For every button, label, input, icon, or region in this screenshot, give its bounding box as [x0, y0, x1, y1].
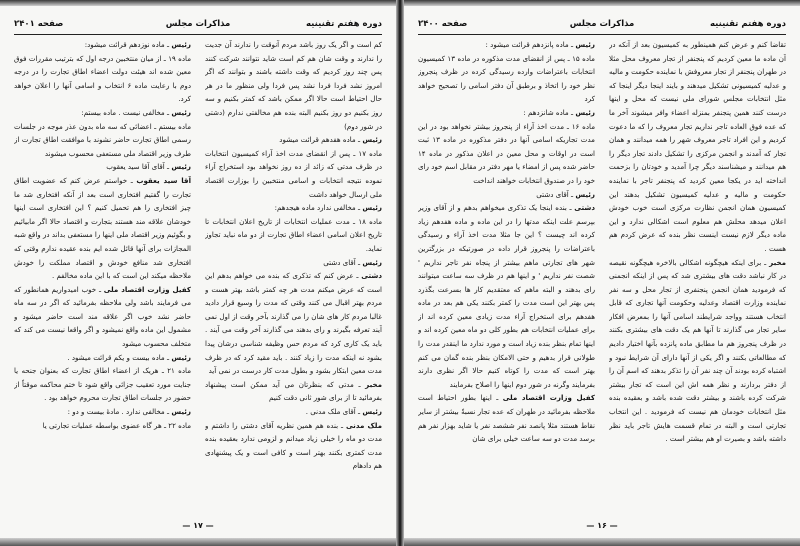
speech-text: آقای دشتی [536, 189, 569, 199]
right-page-col-left [418, 38, 595, 510]
speaker-name: رئیس [575, 189, 595, 199]
speech-text: مخالفی ندارد . مادهٔ بیست و دو : [67, 407, 165, 417]
speaker-paragraph: رئیس ـ آقای ملک مدنی . [305, 407, 382, 417]
left-page [0, 6, 396, 538]
speaker-name: رئیس [362, 135, 382, 145]
speech-text: خواستم عرض کنم که عضویت اطاق تجارت را گفتیم افتخاری است بعد از آنکه افتخاری شد ما چیز افتخاری را هم تحمیل کنیم ؟ این افتخاری است اینها خودشان علاقه مند هستند بتجارت و اقتصاد حالا اگر مابیائیم و بگوئیم وزیر اقتصاد ملی اینها را مستعفی بداند در واقع شبه المجازات برای آنها قائل شده ایم بنده عقیده ندارم وقتی که افتخاری شد منافع خودش و اقتصاد مملکت را خودش ملاحظه میکند این است که با این ماده مخالفم . [14, 175, 191, 281]
speech-text: عرض کنم که تذکری که بنده می خواهم بدهم این است که عرض میکنم مدت هر چه کمتر باشد بهتر هست و مردم بهتر اقبال می کنند وقتی که مدت را وسیع قرار دادید غالبا مردم کار های شان را می گذارند بآخر وقت از اول نمی آیند تعرفه بگیرند و رای بدهند می گذارند آخر وقت می آیند . باید یک کاری کرد که مردم حس وظیفه شناسی درشان پیدا بشود نه اینکه مدت را زیاد کنند . باید مقید کرد که در ظرف مدت معین ابتکار بشود و بطول مدت کار درست در نمی آید [205, 271, 382, 376]
page-folio: — ۱۶ — [586, 521, 618, 530]
running-title: مذاکرات مجلس [165, 19, 231, 29]
speech-text: ماده نوزدهم قرائت میشود: [84, 40, 165, 49]
speaker-paragraph: رئیس ـ مخالفی ندارد ماده هیجدهم: [274, 203, 382, 213]
running-title: مذاکرات مجلس [569, 19, 635, 29]
speaker-paragraph: رئیس ـ ماده پانزدهم قرائت میشود : [485, 40, 595, 49]
speaker-name: رئیس [362, 407, 382, 417]
page-folio: — ۱۷ — [182, 521, 214, 530]
speech-text: ماده هفدهم قرائت میشود [279, 135, 356, 145]
speech-text: ماده پانزدهم قرائت میشود : [485, 40, 569, 49]
page-number-label: صفحه ۲۴۰۰ [418, 19, 468, 29]
speech-text: آقای دشتی [323, 257, 356, 267]
speaker-name: رئیس [171, 40, 191, 49]
speaker-paragraph: دشتی ـ بنده اینجا یک تذکری میخواهم بدهم و از آقای وزیر بپرسم علت اینکه مدتها را در این ماده و ماده هفدهم زیاد کرده اند چیست ؟ این جا مثلا مدت اخذ آراء و رسیدگی باعتراضات را پنجروز قرار داده در صورتیکه در بزرگترین شهر های تجارتی ماهم بیشتر از پنجاه نفر تاجر نداریم ' شصت نفر نداریم ' و اینها هم در ظرف سه ساعت میتوانند رای بدهند و البته ماهم که معتقدیم کار ها بسرعت بگذرد پس بهتر این است مدت را کمتر بکنند یکی هم بعد در ماده هفدهم برای استخراج آراء مدت زیادی معین کرده اند از برای عملیات انتخابات هم بطور کلی دو ماه معین کرده اند و اینها تمام بنظر بنده زیاد است و مورد ندارد ما اینقدر مدت را طولانی قرار بدهیم و حتی الامکان بنظر بنده گمان می کنم بهتر است که مدت را کوتاه کنیم حالا اگر نظری دارند بفرمایند وگرنه در شور دوم اینها را اصلاح بفرمایند [418, 203, 595, 389]
speaker-paragraph: رئیس ـ ماده شانزدهم : [523, 107, 595, 117]
speaker-paragraph: مخبر ـ برای اینکه هیچگونه اشکالی بالاخره هیچگونه نقیصه در کار نباشد دقت های بیشتری شد که پس از اینکه انجمنی که فرمودید همان انجمن پنجنفری از تجار محل و سه نفر نماینده وزارت اقتصاد وعدلیه وحکومت آنها تجاری که قابل انتخاب هستند وواجد شرایطند اسامی آنها را بمعرض افکار سایر تجار می گذارند تا آنها هم یک دقت های بیشتری بکنند در ظرف پنجروز هم ما مطابق ماده پانزده بآنها اختیار دادیم که مطالعاتی بکنند و اگر یکی از آنها دارای آن شرایط نبود و اشتباه کرده بودند آن چند نفر آن را تذکر بدهند که اسم آن را از دفتر بردارند و نظر همه اش این است که تجار بیشتر شرکت کرده باشند و بیشتر دقت شده باشد و بعقیده بنده مثل انتخابات خودمان هم نیست که فرمودید . این انتخاب تجارتی است و البته در تمام قسمت هایش تاجر باید نظر داشته باشد و بصیرت او هم بیشتر است . [609, 257, 786, 444]
speaker-name: ملک مدنی [346, 420, 382, 430]
speaker-paragraph: رئیس ـ آقای آقا سید یعقوب [106, 162, 191, 172]
speaker-name: کفیل وزارت اقتصاد ملی [502, 393, 595, 403]
speaker-name: رئیس [575, 40, 595, 49]
speech-text: ماده بیست و یکم قرائت میشود . [67, 352, 165, 362]
speaker-name: آقا سید یعقوب [136, 175, 191, 185]
speech-text: آقای آقا سید یعقوب [106, 162, 165, 172]
speech-text: ماده شانزدهم : [523, 107, 569, 117]
session-label: دوره هفتم تقنینیه [710, 19, 786, 29]
speaker-paragraph: رئیس ـ آقای دشتی [536, 189, 595, 199]
speaker-name: رئیس [171, 407, 191, 417]
session-label: دوره هفتم تقنینیه [306, 19, 382, 29]
speaker-paragraph: رئیس ـ ماده نوزدهم قرائت میشود: [84, 40, 191, 49]
speech-text: مخالفی نیست . ماده بیستم: [81, 107, 165, 117]
body-paragraph: تقاضا کنم و عرض کنم همینطور به کمیسیون بعد از آنکه در آن ماده ما معین کردیم که پنجنفر از تجار معروف محل مثلا در طهران پنجنفر از تجار معروفش با نماینده حکومت و مالیه و عدلیه کمیسیونی تشکیل میدهند و بایند اینجا دیگر اینجا که مثل انتخابات مجلس شورای ملی نیست که محل و اینها درست کنند همین پنجنفر بمنزله اعضاء وافر میشوند آخر ما که عده فوق العاده تاجر نداریم تجار معروف را که ما دعوت کردیم و این افراد تاجر معروف شهر را همه میدانند و همان تجار که آمدند و انجمن مرکزی را تشکیل دادند تجار دیگر را هم میدانند و میشناسند دیگر چرا آمدید و خودتان را بزحمت انداخته اید در یکجا معین کردید که پنجنفر تاجر با نماینده حکومت و مالیه و عدلیه کمیسیون تشکیل بدهند این کمیسیون همان انجمن نظارت مرکزی است خوب خودش اعلان میدهد محلش هم معلوم است اشکالی ندارد و این ماده دیگر لازم نیست اینست نظر بنده که عرض کردم هم هست . [609, 40, 786, 253]
speech-text: اینها بطور احتیاط است ملاحظه بفرمائید در طهران که عده تجار نسبةً بیشتر از سایر نقاط هستند مثلا پانصد نفر ششصد نفر یا شاید بهزار نفر هم برسد مدت دو سه ساعت خیلی برای شان [418, 393, 595, 444]
speaker-paragraph: رئیس ـ آقای دشتی [323, 257, 382, 267]
body-paragraph: ماده ۱۶ ـ مدت اخذ آراء از پنجروز بیشتر نخواهد بود در این مدت تجاریکه اسامی آنها در دفتر مذکوره در ماده ۱۳ ثبت است در اوقات و محل معین در اعلان مذکور در ماده ۱۴ حاضر شده پس از امضاء یا مهر دفتر در مقابل اسم خود رای خود را در صندوق انتخابات خواهند انداخت [418, 121, 595, 185]
speaker-paragraph: رئیس ـ مخالفی ندارد . مادهٔ بیست و دو : [67, 407, 191, 417]
speaker-name: رئیس [362, 203, 382, 213]
speaker-name: رئیس [171, 162, 191, 172]
speech-text: بنده اینجا یک تذکری میخواهم بدهم و از آقای وزیر بپرسم علت اینکه مدتها را در این ماده و ماده هفدهم زیاد کرده اند چیست ؟ این جا مثلا مدت اخذ آراء و رسیدگی باعتراضات را پنجروز قرار داده در صورتیکه در بزرگترین شهر های تجارتی ماهم بیشتر از پنجاه نفر تاجر نداریم ' شصت نفر نداریم ' و اینها هم در ظرف سه ساعت میتوانند رای بدهند و البته ماهم که معتقدیم کار ها بسرعت بگذرد پس بهتر این است مدت را کمتر بکنند یکی هم بعد در ماده هفدهم برای استخراج آراء مدت زیادی معین کرده اند از برای عملیات انتخابات هم بطور کلی دو ماه معین کرده اند و اینها تمام بنظر بنده زیاد است و مورد ندارد ما اینقدر مدت را طولانی قرار بدهیم و حتی الامکان بنظر بنده گمان می کنم بهتر است که مدت را کوتاه کنیم حالا اگر نظری دارند بفرمایند وگرنه در شور دوم اینها را اصلاح بفرمایند [418, 203, 595, 389]
left-page-columns [14, 38, 382, 510]
speech-text: برای اینکه هیچگونه اشکالی بالاخره هیچگونه نقیصه در کار نباشد دقت های بیشتری شد که پس از اینکه انجمنی که فرمودید همان انجمن پنجنفری از تجار محل و سه نفر نماینده وزارت اقتصاد وعدلیه وحکومت آنها تجاری که قابل انتخاب هستند وواجد شرایطند اسامی آنها را بمعرض افکار سایر تجار می گذارند تا آنها هم یک دقت های بیشتری بکنند در ظرف پنجروز هم ما مطابق ماده پانزده بآنها اختیار دادیم که مطالعاتی بکنند و اگر یکی از آنها دارای آن شرایط نبود و اشتباه کرده بودند آن چند نفر آن را تذکر بدهند که اسم آن را از دفتر بردارند و نظر همه اش این است که تجار بیشتر شرکت کرده باشند و بیشتر دقت شده باشد و بعقیده بنده مثل انتخابات خودمان هم نیست که فرمودید . این انتخاب تجارتی است و البته در تمام قسمت هایش تاجر باید نظر داشته باشد و بصیرت او هم بیشتر است . [609, 257, 786, 444]
speaker-paragraph: رئیس ـ ماده بیست و یکم قرائت میشود . [67, 352, 191, 362]
speaker-paragraph: دشتی ـ عرض کنم که تذکری که بنده می خواهم بدهم این است که عرض میکنم مدت هر چه کمتر باشد بهتر هست و مردم بهتر اقبال می کنند وقتی که مدت را وسیع قرار دادید غالبا مردم کار های شان را می گذارند بآخر وقت از اول نمی آیند تعرفه بگیرند و رای بدهند می گذارند آخر وقت می آیند . باید یک کاری کرد که مردم حس وظیفه شناسی درشان پیدا بشود نه اینکه مدت را زیاد کنند . باید مقید کرد که در ظرف مدت معین ابتکار بشود و بطول مدت کار درست در نمی آید [205, 271, 382, 376]
speaker-paragraph: کفیل وزارت اقتصاد ملی ـ خوب امیدواریم همانطور که می فرمایند باشد ولی ملاحظه بفرمائید که اگر در سه ماه حاضر نشد خوب اگر علاقه مند است حاضر میشود و مشمول این ماده واقع نمیشود و اگر واقعا نیست می کند که متخلف محسوب میشود [14, 284, 191, 349]
speaker-name: رئیس [171, 352, 191, 362]
speaker-name: دشتی [574, 203, 595, 213]
speech-text: مدتی که بنظرتان می آید ممکن است پیشنهاد بفرمائید تا از برای شور ثانی دقت کنیم [205, 379, 382, 403]
speaker-paragraph: مخبر ـ مدتی که بنظرتان می آید ممکن است پیشنهاد بفرمائید تا از برای شور ثانی دقت کنیم [205, 379, 382, 403]
speaker-name: مخبر [365, 379, 382, 389]
speech-text: خوب امیدواریم همانطور که می فرمایند باشد ولی ملاحظه بفرمائید که اگر در سه ماه حاضر نشد خوب اگر علاقه مند است حاضر میشود و مشمول این ماده واقع نمیشود و اگر واقعا نیست می کند که متخلف محسوب میشود [14, 284, 191, 349]
body-paragraph: ماده ۱۵ ـ پس از انقضای مدت مذکوره در ماده ۱۳ کمیسیون انتخابات باعتراضات وارده رسیدگی کرده در ظرف پنجروز نظر خود را اتخاذ و برطبق آن دفتر اسامی را تصحیح خواهد کرد [418, 53, 595, 104]
left-page-col-left [14, 38, 191, 510]
speaker-name: رئیس [171, 107, 191, 117]
speaker-paragraph: رئیس ـ مخالفی نیست . ماده بیستم: [81, 107, 191, 117]
body-paragraph: ماده ۱۷ ـ پس از انقضای مدت اخذ آراء کمیسیون انتخابات در ظرف مدتی که زائد از ده روز نخواهد بود استخراج آراء نموده نتیجه انتخابات و اسامی منتخبین را بوزارت اقتصاد ملی ارسال خواهد داشت [205, 148, 382, 199]
speaker-name: رئیس [575, 107, 595, 117]
page-number-label: صفحه ۲۴۰۱ [14, 19, 64, 29]
body-paragraph: ماده بیستم ـ اعضائی که سه ماه بدون عذر موجه در جلسات رسمی اطاق تجارت حاضر نشوند با موافقت اطاق تجارت از طرف وزیر اقتصاد ملی مستعفی محسوب میشوند [14, 121, 191, 158]
left-page-col-right [205, 38, 382, 510]
speech-text: آقای ملک مدنی . [305, 407, 356, 417]
speaker-paragraph: رئیس ـ ماده هفدهم قرائت میشود [279, 135, 382, 145]
speaker-name: دشتی [361, 271, 382, 281]
right-page-header [418, 16, 786, 35]
right-page-columns [418, 38, 786, 510]
speaker-name: رئیس [362, 257, 382, 267]
speech-text: مخالفی ندارد ماده هیجدهم: [274, 203, 356, 213]
right-page [404, 6, 800, 538]
speaker-name: کفیل وزارت اقتصاد ملی [103, 284, 191, 294]
body-paragraph: کم است و اگر یک روز باشد مردم آنوقت را ندارند آن جدیت را ندارند و وقت شان هم کم است شاید نتوانند شرکت کنند پس چند روز کردیم که وقت داشته باشند و بتوانند که اگر امروز نشد فردا فردا نشد پس فردا ولی منظور ما در هر حال احتیاط است حالا اگر ممکن باشد که کمتر بکنیم و سه روز بکنیم دو روز بکنیم البته بنده هم مخالفتی ندارم (دشتی در شور دوم) [205, 40, 382, 131]
book-gutter [396, 0, 404, 546]
body-paragraph: ماده ۲۲ ـ هر گاه عضوی بواسطه عملیات تجارتی یا [42, 420, 191, 430]
speaker-paragraph: ملک مدنی ـ بنده هم همین نظریه آقای دشتی را داشتم و مدت دو ماه را خیلی زیاد میدانم و لزومی ندارد بعقیده بنده مدت کمتری بکنند بهتر است و کافی است و یک پیشنهادی هم دادهام [205, 420, 382, 471]
speaker-name: مخبر [769, 257, 786, 267]
speaker-paragraph: آقا سید یعقوب ـ خواستم عرض کنم که عضویت اطاق تجارت را گفتیم افتخاری است بعد از آنکه افتخاری شد ما چیز افتخاری را هم تحمیل کنیم ؟ این افتخاری است اینها خودشان علاقه مند هستند بتجارت و اقتصاد حالا اگر مابیائیم و بگوئیم وزیر اقتصاد ملی اینها را مستعفی بداند در واقع شبه المجازات برای آنها قائل شده ایم بنده عقیده ندارم وقتی که افتخاری شد منافع خودش و اقتصاد مملکت را خودش ملاحظه میکند این است که با این ماده مخالفم . [14, 175, 191, 281]
right-page-col-right [609, 38, 786, 510]
speaker-paragraph: کفیل وزارت اقتصاد ملی ـ اینها بطور احتیاط است ملاحظه بفرمائید در طهران که عده تجار نسبةً بیشتر از سایر نقاط هستند مثلا پانصد نفر ششصد نفر یا شاید بهزار نفر هم برسد مدت دو سه ساعت خیلی برای شان [418, 393, 595, 444]
speech-text: بنده هم همین نظریه آقای دشتی را داشتم و مدت دو ماه را خیلی زیاد میدانم و لزومی ندارد بعقیده بنده مدت کمتری بکنند بهتر است و کافی است و یک پیشنهادی هم دادهام [205, 420, 382, 471]
body-paragraph: ماده ۲۱ ـ هریک از اعضاء اطاق تجارت که بعنوان جنحه یا جنایت مورد تعقیب جزائی واقع شود تا ختم محاکمه موقتاً از حضور در جلسات اطاق تجارت محروم خواهد بود . [14, 366, 191, 403]
left-page-header [14, 16, 382, 35]
body-paragraph: ماده ۱۸ ـ مدت عملیات انتخابات از تاریخ اعلان انتخابات تا تاریخ اعلان اسامی اعضاء اطاق تجارت از دو ماه نباید تجاوز نماید. [205, 216, 382, 253]
body-paragraph: ماده ۱۹ ـ از میان منتخبین درجه اول که بترتیب مقررات فوق معین شده اند هیئت دولت اعضاء اطاق تجارت را در درجه دوم با رعایت ماده ۶ انتخاب و اسامی آنها را اعلان خواهد کرد. [14, 53, 191, 104]
